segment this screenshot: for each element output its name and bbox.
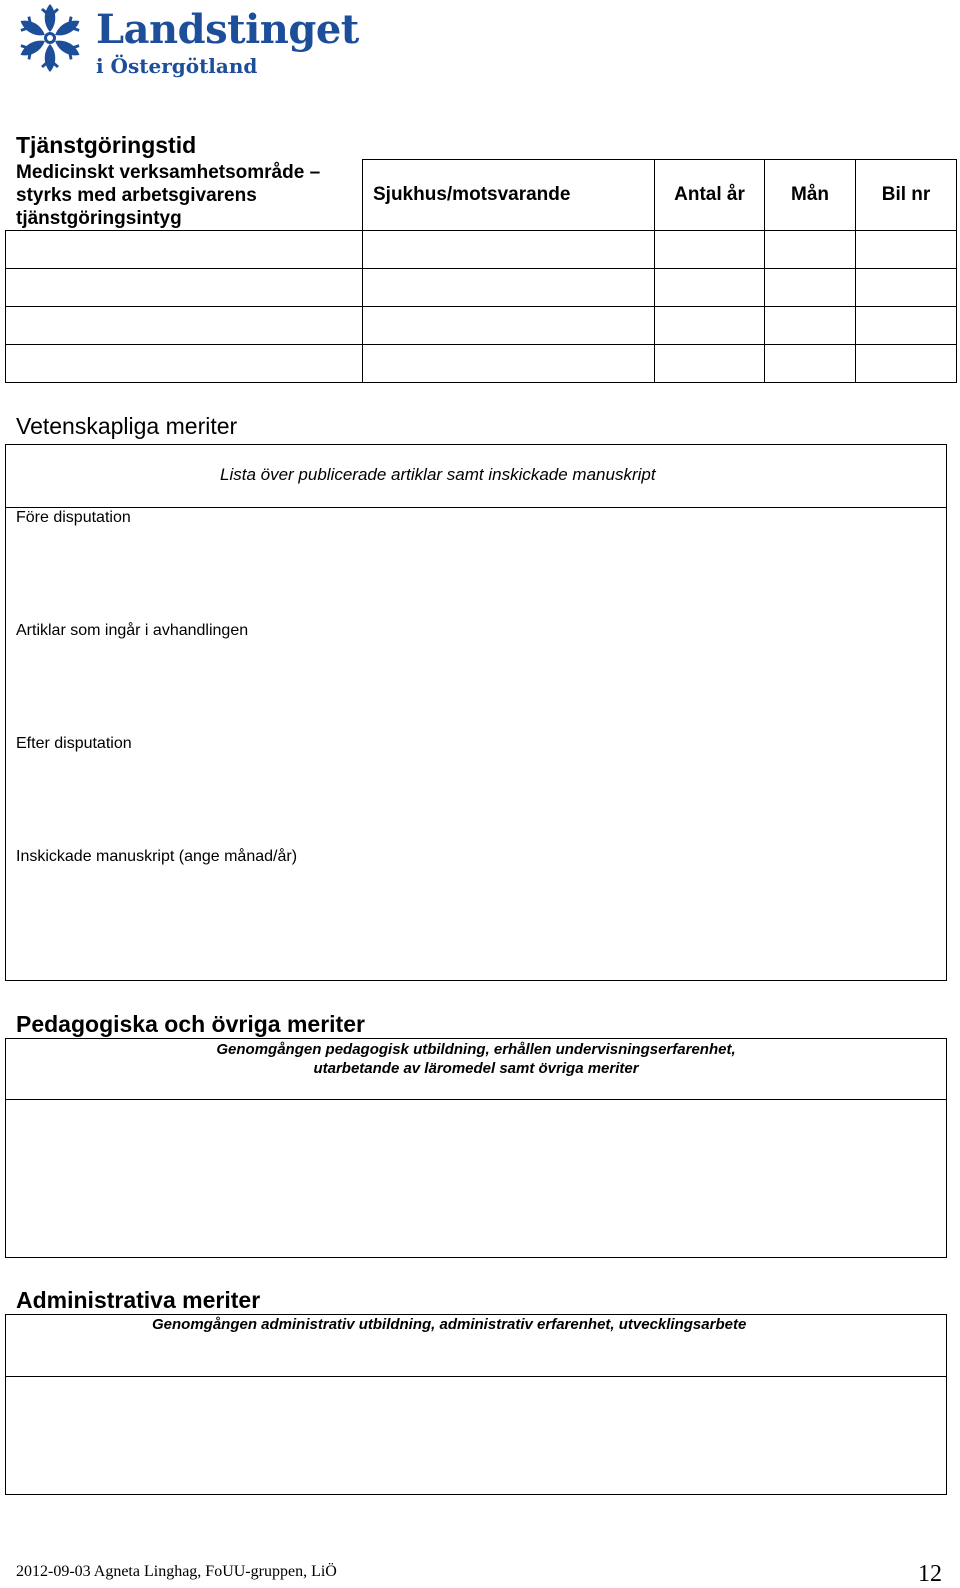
label-submitted-manuscripts: Inskickade manuskript (ange månad/år) [16,848,298,865]
table-cell[interactable] [363,307,655,345]
logo-subtitle: i Östergötland [96,54,258,78]
table-cell[interactable] [856,269,957,307]
label-before-dissertation: Före disputation [16,509,131,526]
table-cell[interactable] [765,269,856,307]
footer-text: 2012-09-03 Agneta Linghag, FoUU-gruppen, LiÖ [16,1563,337,1580]
table-row [6,307,957,345]
service-column-hospital: Sjukhus/motsvarande [363,160,655,231]
table-cell[interactable] [655,345,765,383]
table-row [6,231,957,269]
service-section-title: Tjänstgöringstid [16,132,197,158]
divider [5,1376,947,1377]
table-cell[interactable] [856,307,957,345]
scientific-section-title: Vetenskapliga meriter [16,413,238,439]
divider [5,507,947,508]
label-articles-in-thesis: Artiklar som ingår i avhandlingen [16,622,249,639]
logo-name: Landstinget [96,6,359,53]
table-cell[interactable] [6,345,363,383]
table-cell[interactable] [6,307,363,345]
service-column-years: Antal år [655,160,765,231]
label-after-dissertation: Efter disputation [16,735,132,752]
table-cell[interactable] [655,269,765,307]
table-cell[interactable] [363,231,655,269]
scientific-box[interactable] [5,444,947,981]
logo [14,2,359,80]
pedagogic-header-line1: Genomgången pedagogisk utbildning, erhållen undervisningserfarenhet, [216,1041,736,1058]
snowflake-emblem-icon [14,2,86,74]
scientific-header: Lista över publicerade artiklar samt inskickade manuskript [220,465,656,484]
table-cell[interactable] [765,231,856,269]
service-column-attachment: Bil nr [856,160,957,231]
table-cell[interactable] [856,345,957,383]
table-cell[interactable] [363,345,655,383]
pedagogic-section-title: Pedagogiska och övriga meriter [16,1011,365,1037]
table-cell[interactable] [655,307,765,345]
table-row [6,345,957,383]
administrative-box[interactable] [5,1314,947,1495]
table-row [6,269,957,307]
divider [5,1099,947,1100]
service-column-area-label: Medicinskt verksamhetsområde – styrks med arbetsgivarens tjänstgöringsintyg [16,162,321,229]
table-cell[interactable] [655,231,765,269]
table-cell[interactable] [765,345,856,383]
table-cell[interactable] [363,269,655,307]
pedagogic-header [5,1040,947,1078]
administrative-section-title: Administrativa meriter [16,1287,261,1313]
pedagogic-header-line2: utarbetande av läromedel samt övriga meriter [313,1060,639,1077]
service-column-months: Mån [765,160,856,231]
table-cell[interactable] [6,269,363,307]
administrative-header: Genomgången administrativ utbildning, administrativ erfarenhet, utvecklingsarbete [152,1316,747,1333]
table-cell[interactable] [765,307,856,345]
page-number: 12 [918,1561,942,1587]
table-cell[interactable] [6,231,363,269]
table-cell[interactable] [856,231,957,269]
